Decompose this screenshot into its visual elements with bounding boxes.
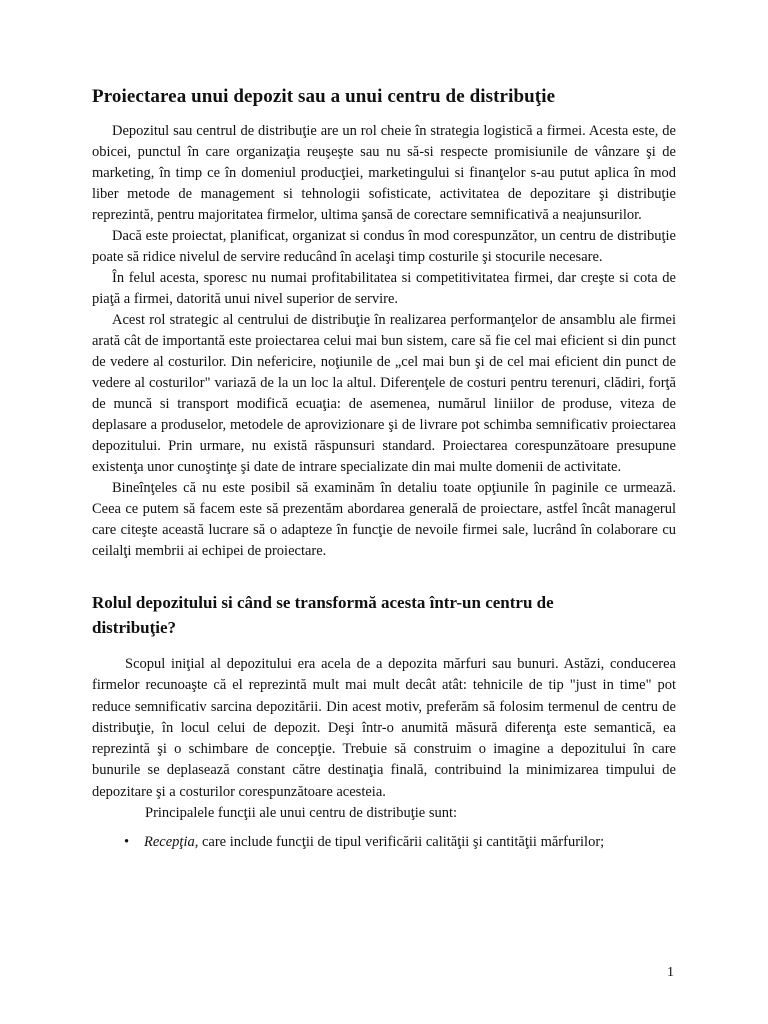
paragraph: Bineînţeles că nu este posibil să examinăm în detaliu toate opţiunile în paginile ce urmează. Ceea ce putem să facem este să prezentăm abordarea generală de proiectare, astfel încât managerul care citeşte această lucrare să o adapteze în funcţie de nevoile firmei sale, lucrând în colaborare cu ceilalţi membrii ai echipei de proiectare. — [92, 480, 676, 559]
section-intro — [92, 121, 676, 562]
section-role — [92, 654, 676, 853]
paragraph: Dacă este proiectat, planificat, organizat si condus în mod corespunzător, un centru de distribuţie poate să ridice nivelul de servire reducând în acelaşi timp costurile şi stocurile necesare. — [92, 228, 676, 265]
list-item — [92, 832, 676, 853]
list-item-term: Recepţia, — [144, 834, 199, 851]
document-body — [92, 84, 676, 853]
functions-list — [92, 832, 676, 853]
bullet-marker: • — [124, 834, 130, 851]
section-heading: Rolul depozitului si când se transformă acesta într-un centru de distribuţie? — [92, 593, 554, 637]
page-number: 1 — [667, 965, 674, 980]
paragraph: În felul acesta, sporesc nu numai profitabilitatea si competitivitatea firmei, dar creşte si cota de piaţă a firmei, datorită unui nivel superior de servire. — [92, 270, 676, 307]
document-title: Proiectarea unui depozit sau a unui centru de distribuţie — [92, 86, 556, 107]
list-item-text: care include funcţii de tipul verificării calităţii şi cantităţii mărfurilor; — [198, 834, 605, 851]
section-spacer — [92, 562, 676, 590]
functions-intro: Principalele funcţii ale unui centru de distribuţie sunt: — [145, 805, 458, 822]
paragraph: Acest rol strategic al centrului de distribuţie în realizarea performanţelor de ansamblu ale firmei arată cât de importantă este proiectarea celui mai bun sistem, care să fie cel mai eficient si din punct de vedere al costurilor. Din nefericire, noţiunile de „cel mai bun şi de cel mai eficient din punct de vedere al costurilor" variază de la un loc la altul. Diferenţele de costuri pentru terenuri, clădiri, forţă de muncă si transport modifică ecuaţia: de asemenea, numărul liniilor de produse, viteza de deplasare a produselor, metodele de aprovizionare şi de livrare pot schimba semnificativ proiectarea depozitului. Prin urmare, nu există răspunsuri standard. Proiectarea corespunzătoare presupune existenţa unor cunoştinţe şi date de intrare specializate din mai multe domenii de activitate. — [92, 312, 676, 475]
paragraph: Depozitul sau centrul de distribuţie are un rol cheie în strategia logistică a firmei. Acesta este, de obicei, punctul în care organizaţia reuşeşte sau nu să-si respecte promisiunile de vânzare şi de marketing, în timp ce în domeniul producţiei, marketingului si finanţelor s-au putut aplica în mod liber metode de management si tehnologii sofisticate, activitatea de depozitare şi distribuţie reprezintă, pentru majoritatea firmelor, ultima şansă de corectare semnificativă a neajunsurilor. — [92, 123, 676, 223]
paragraph: Scopul iniţial al depozitului era acela de a depozita mărfuri sau bunuri. Astăzi, conducerea firmelor recunoaşte că el reprezintă mult mai mult decât atât: tehnicile de tip "just in time" pot reduce semnificativ sarcina depozitării. Din acest motiv, preferăm să folosim termenul de centru de distribuţie, în locul celui de depozit. Deşi într-o anumită măsură diferenţa este semantică, ea reprezintă şi o schimbare de concepţie. Trebuie să construim o imagine a depozitului în care bunurile se deplasează constant către destinaţia finală, contribuind la minimizarea timpului de depozitare şi a costurilor corespunzătoare acesteia. — [92, 656, 676, 800]
